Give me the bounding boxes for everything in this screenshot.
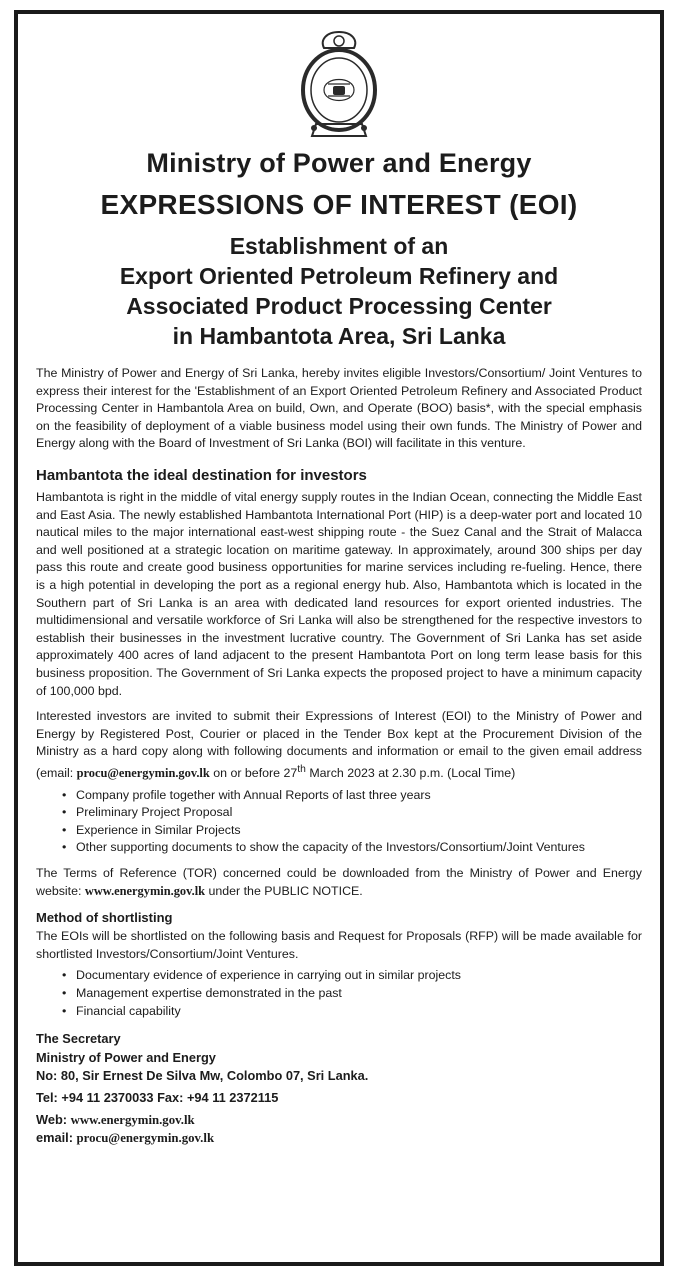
contact-phone: Tel: +94 11 2370033 Fax: +94 11 2372115	[36, 1089, 279, 1105]
deadline-suffix: th	[297, 763, 306, 775]
submission-text: Interested investors are invited to submit their Expressions of Interest (EOI) to the Ministry of Power and Energy by Registered Post, Courier or placed in the Tender Box kept at the Procurement Division of the Ministry as a hard copy along with following documents and information or email to the given email address (email:	[36, 709, 642, 780]
email-label: email:	[36, 1130, 77, 1146]
tor-text: The Terms of Reference (TOR) concerned could be downloaded from the Ministry of Power and Energy website:	[36, 865, 642, 898]
headline-line: Export Oriented Petroleum Refinery and	[119, 263, 559, 289]
criteria-list	[36, 967, 642, 1020]
web-address: www.energymin.gov.lk	[70, 1112, 195, 1127]
intro-paragraph: The Ministry of Power and Energy of Sri Lanka, hereby invites eligible Investors/Consortium/ Joint Ventures to express their interest for the 'Establishment of an Export Oriented Petroleum Refinery and Associated Product Processing Center in Hambantola Area on build, Own, and Operate (BOO) basis*, with the special emphasis on the feasibility of deployment of a viable business model using their own funds. The Ministry of Power and Energy along with the Board of Investment of Sri Lanka (BOI) will facilitate in this venture.	[36, 366, 642, 451]
ministry-title: Ministry of Power and Energy	[146, 148, 532, 178]
tor-website: www.energymin.gov.lk	[84, 883, 206, 898]
contact-organization: Ministry of Power and Energy	[36, 1049, 216, 1065]
advertisement-content	[36, 28, 642, 1148]
sri-lanka-emblem-icon	[294, 28, 384, 144]
shortlisting-heading: Method of shortlisting	[36, 910, 173, 926]
section-body: Hambantota is right in the middle of vital energy supply routes in the Indian Ocean, connecting the Middle East and East Asia. The newly established Hambantota International Port (HIP) is a deep-water port and located 10 nautical miles to the major international east-west shipping route - the Suez Canal and the Strait of Malacca and well positioned at a strategic location on maritime gateway. In approximately, around 300 ships per day pass this route and create good business opportunities for marine services including re-fueling. Hence, there is a high potential in developing the port as a regional energy hub. Also, Hambantota which is located in the Southern part of Sri Lanka is an area with dedicated land resources for export oriented industries. The multidimensional and versatile workforce of Sri Lanka will also be strengthened for the respective investors to establish their businesses in the investment lucrative country. The Government of Sri Lanka has set aside approximately 400 acres of land adjacent to the present Hambantota Port on long term lease basis for this business proposition. The Government of Sri Lanka expects the proposed project to have a minimum capacity of 100,000 bpd.	[36, 489, 642, 698]
submission-paragraph	[36, 708, 642, 783]
notice-title: EXPRESSIONS OF INTEREST (EOI)	[100, 189, 578, 220]
tor-text: under the PUBLIC NOTICE.	[205, 883, 363, 898]
advertisement-frame	[14, 10, 664, 1266]
deadline-day: 27	[283, 766, 298, 780]
contact-title: The Secretary	[36, 1031, 121, 1047]
deadline-text: March 2023 at 2.30 p.m. (Local Time)	[305, 766, 516, 780]
list-item: • Other supporting documents to show the capacity of the Investors/Consortium/Joint Ventures	[76, 839, 642, 857]
headline-line: Associated Product Processing Center	[126, 293, 552, 319]
list-item: • Documentary evidence of experience in carrying out in similar projects	[76, 967, 642, 985]
contact-email-line	[36, 1129, 642, 1148]
submission-email: procu@energymin.gov.lk	[76, 766, 210, 780]
shortlisting-body: The EOIs will be shortlisted on the following basis and Request for Proposals (RFP) will be made available for shortlisted Investors/Consortium/Joint Ventures.	[36, 929, 642, 961]
tor-paragraph	[36, 865, 642, 900]
list-item: • Company profile together with Annual Reports of last three years	[76, 787, 642, 805]
headline-line: Establishment of an	[229, 233, 449, 259]
web-label: Web:	[36, 1111, 71, 1127]
list-item: • Management expertise demonstrated in the past	[76, 985, 642, 1003]
contact-web-line	[36, 1111, 642, 1130]
section-heading: Hambantota the ideal destination for investors	[36, 466, 367, 484]
submission-text: on or before	[209, 766, 284, 780]
contact-address: No: 80, Sir Ernest De Silva Mw, Colombo 07, Sri Lanka.	[36, 1068, 369, 1084]
documents-list	[36, 787, 642, 857]
list-item: • Preliminary Project Proposal	[76, 804, 642, 822]
contact-block	[36, 1030, 642, 1148]
project-headline	[36, 231, 642, 351]
list-item: • Financial capability	[76, 1003, 642, 1021]
email-address: procu@energymin.gov.lk	[76, 1131, 215, 1146]
headline-line: in Hambantota Area, Sri Lanka	[172, 323, 506, 349]
list-item: • Experience in Similar Projects	[76, 822, 642, 840]
